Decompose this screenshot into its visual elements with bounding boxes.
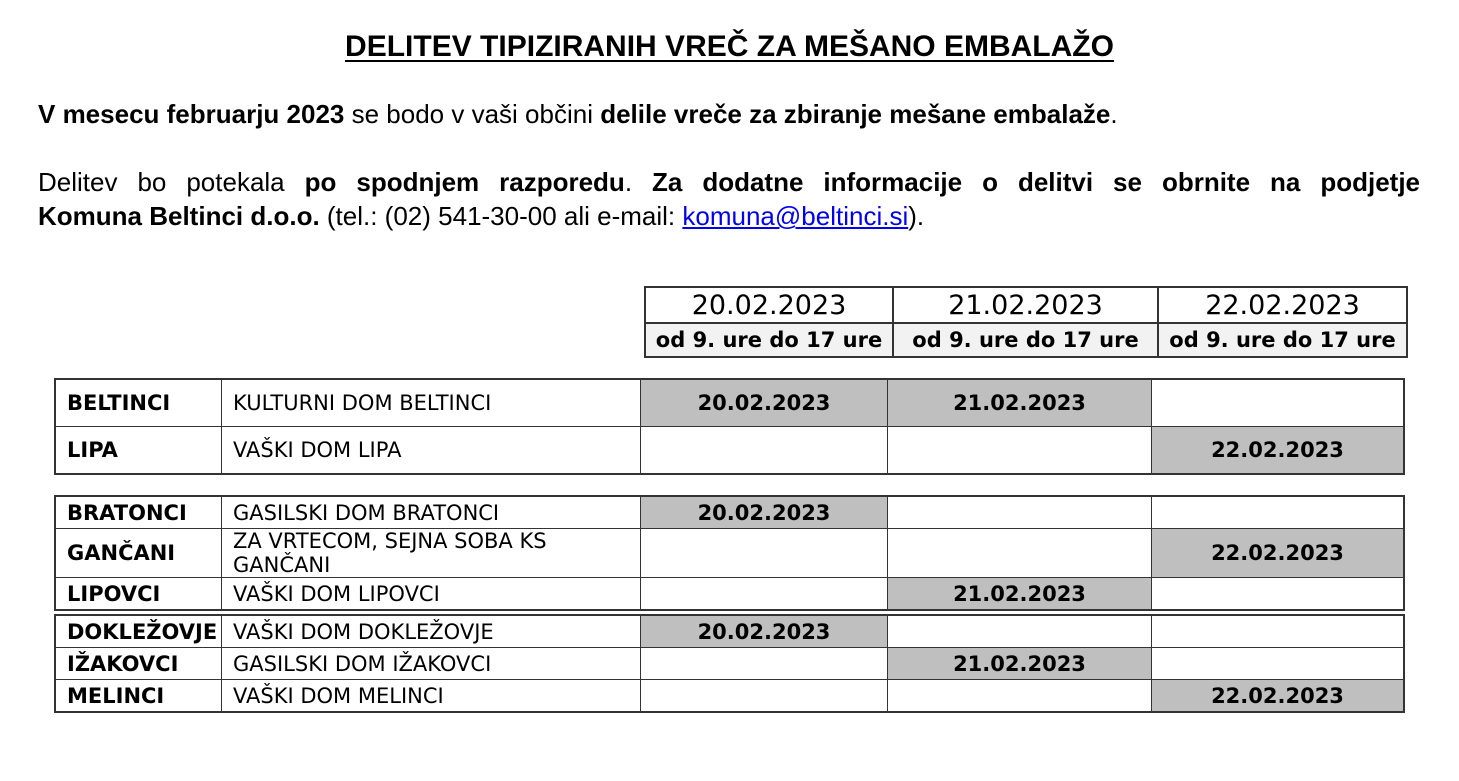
date-cell: 20.02.2023 [641,379,888,427]
date-cell: 21.02.2023 [888,648,1152,680]
location-name: ZA VRTECOM, SEJNA SOBA KS GANČANI [222,529,641,578]
town-name: IŽAKOVCI [55,648,222,680]
date-cell [641,680,888,713]
location-name: GASILSKI DOM IŽAKOVCI [222,648,641,680]
table-row [55,529,1404,578]
town-name: BELTINCI [55,379,222,427]
date-cell: 20.02.2023 [641,615,888,648]
header-hours-1: od 9. ure do 17 ure [645,323,893,357]
date-cell [888,427,1152,475]
date-cell [641,427,888,475]
info-text-4: ). [908,201,925,231]
date-cell [1152,615,1405,648]
schedule-group-1 [54,378,1405,475]
table-row [55,615,1404,648]
date-cell [641,578,888,611]
info-schedule: po spodnjem razporedu [304,167,625,197]
date-cell [888,615,1152,648]
town-name: LIPA [55,427,222,475]
town-name: DOKLEŽOVJE [55,615,222,648]
date-cell [888,680,1152,713]
location-name: VAŠKI DOM DOKLEŽOVJE [222,615,641,648]
date-cell [1152,578,1405,611]
intro-text-2: . [1110,99,1118,129]
dates-header-table [644,286,1408,358]
date-cell [1152,648,1405,680]
table-row [55,496,1404,529]
date-cell: 21.02.2023 [888,379,1152,427]
info-paragraph [38,165,1420,233]
location-name: VAŠKI DOM MELINCI [222,680,641,713]
info-text-3: (tel.: (02) 541-30-00 ali e-mail: [319,201,683,231]
header-hours-3: od 9. ure do 17 ure [1158,323,1407,357]
town-name: GANČANI [55,529,222,578]
date-cell: 22.02.2023 [1152,680,1405,713]
table-row [55,648,1404,680]
date-cell [641,648,888,680]
location-name: GASILSKI DOM BRATONCI [222,496,641,529]
location-name: VAŠKI DOM LIPA [222,427,641,475]
location-name: KULTURNI DOM BELTINCI [222,379,641,427]
header-date-3: 22.02.2023 [1158,287,1407,323]
date-cell: 20.02.2023 [641,496,888,529]
town-name: BRATONCI [55,496,222,529]
schedule-group-2 [54,495,1405,611]
date-cell: 22.02.2023 [1152,529,1405,578]
header-date-2: 21.02.2023 [893,287,1158,323]
date-cell [641,529,888,578]
email-link[interactable]: komuna@beltinci.si [682,201,909,231]
intro-text-1: se bodo v vaši občini [344,99,601,129]
page-title: DELITEV TIPIZIRANIH VREČ ZA MEŠANO EMBALAŽO [345,30,1114,63]
info-text-2: . [624,167,653,197]
table-row [55,680,1404,713]
table-row [55,427,1404,475]
schedule-group-3 [54,614,1405,713]
town-name: MELINCI [55,680,222,713]
intro-month: V mesecu februarju 2023 [38,99,345,129]
date-cell [1152,496,1405,529]
date-cell [888,529,1152,578]
date-cell [888,496,1152,529]
intro-paragraph [38,97,1420,131]
table-row [55,578,1404,611]
date-cell: 22.02.2023 [1152,427,1405,475]
header-hours-2: od 9. ure do 17 ure [893,323,1158,357]
date-cell: 21.02.2023 [888,578,1152,611]
info-contact-lead: Za dodatne informacije o delitvi se obrnite na podjetje [652,167,1421,197]
info-text-1: Delitev bo potekala [38,167,305,197]
table-row [55,379,1404,427]
town-name: LIPOVCI [55,578,222,611]
company-name: Komuna Beltinci d.o.o. [38,201,320,231]
date-cell [1152,379,1405,427]
header-date-1: 20.02.2023 [645,287,893,323]
location-name: VAŠKI DOM LIPOVCI [222,578,641,611]
intro-bags: delile vreče za zbiranje mešane embalaže [600,99,1111,129]
